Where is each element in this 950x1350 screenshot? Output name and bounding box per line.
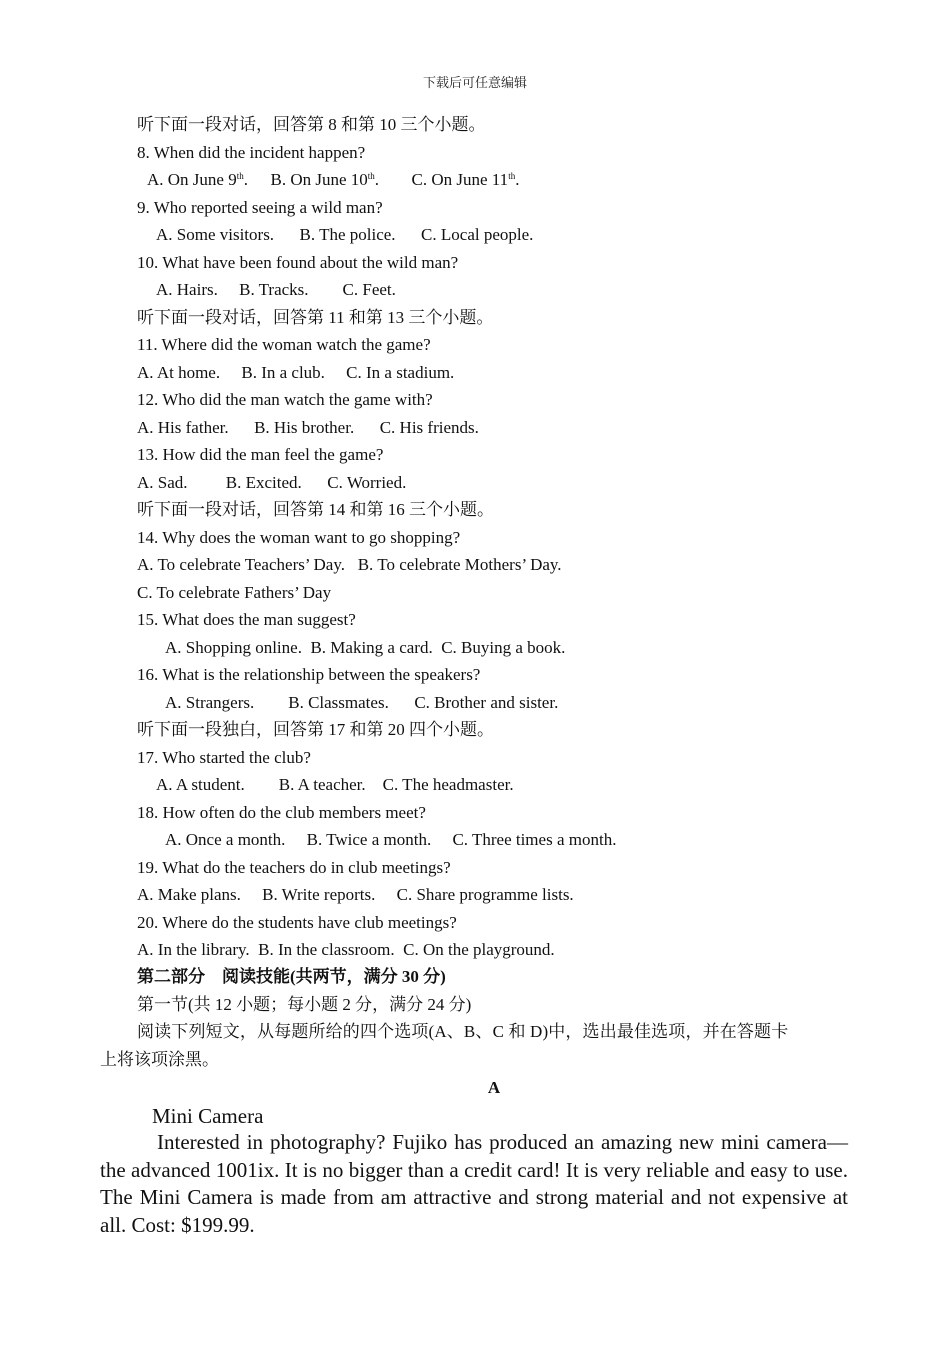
question-14-option-c: C. To celebrate Fathers’ Day: [137, 583, 332, 602]
question-9-options: A. Some visitors. B. The police. C. Local people.: [156, 225, 534, 244]
question-11: 11. Where did the woman watch the game?: [137, 335, 431, 354]
question-20: 20. Where do the students have club meetings?: [137, 913, 457, 932]
question-10-options: A. Hairs. B. Tracks. C. Feet.: [156, 280, 396, 299]
question-13-options: A. Sad. B. Excited. C. Worried.: [137, 473, 407, 492]
section-instruction: 听下面一段独白，回答第 17 和第 20 四个小题。: [137, 720, 494, 739]
question-18: 18. How often do the club members meet?: [137, 803, 426, 822]
question-14-options: A. To celebrate Teachers’ Day. B. To celebrate Mothers’ Day.: [137, 555, 562, 574]
section-one-heading: 第一节(共 12 小题；每小题 2 分，满分 24 分): [137, 995, 472, 1014]
option-b: B. On June 10th.: [270, 170, 380, 189]
passage-label: A: [487, 1078, 501, 1097]
question-14: 14. Why does the woman want to go shopping?: [137, 528, 461, 547]
passage-body: Interested in photography? Fujiko has produced an amazing new mini camera—the advanced 1001ix. It is no bigger than a credit card! It is very reliable and easy to use. The Mini Camera is made from am attractive and strong material and not expensive at all. Cost: $199.99.: [100, 1130, 848, 1237]
section-instruction: 听下面一段对话，回答第 14 和第 16 三个小题。: [137, 500, 494, 519]
question-12: 12. Who did the man watch the game with?: [137, 390, 433, 409]
section-instruction: 听下面一段对话，回答第 11 和第 13 三个小题。: [137, 308, 494, 327]
question-18-options: A. Once a month. B. Twice a month. C. Three times a month.: [165, 830, 617, 849]
question-12-options: A. His father. B. His brother. C. His friends.: [137, 418, 479, 437]
question-19-options: A. Make plans. B. Write reports. C. Share programme lists.: [137, 885, 574, 904]
question-17-options: A. A student. B. A teacher. C. The headmaster.: [156, 775, 514, 794]
option-a: A. On June 9th.: [147, 170, 248, 189]
question-17: 17. Who started the club?: [137, 748, 311, 767]
question-16-options: A. Strangers. B. Classmates. C. Brother and sister.: [165, 693, 559, 712]
question-10: 10. What have been found about the wild man?: [137, 253, 459, 272]
question-15-options: A. Shopping online. B. Making a card. C. Buying a book.: [165, 638, 566, 657]
passage-title: Mini Camera: [152, 1104, 264, 1128]
question-20-options: A. In the library. B. In the classroom. C. On the playground.: [137, 940, 555, 959]
reading-instruction-cont: 上将该项涂黑。: [100, 1050, 219, 1069]
question-8: 8. When did the incident happen?: [137, 143, 366, 162]
page-header: 下载后可任意编辑: [422, 75, 527, 90]
part-two-heading: 第二部分 阅读技能(共两节，满分 30 分): [137, 967, 446, 986]
question-8-options: [147, 170, 519, 190]
reading-instruction: 阅读下列短文，从每题所给的四个选项(A、B、C 和 D)中，选出最佳选项，并在答题卡: [137, 1022, 789, 1041]
section-instruction: 听下面一段对话，回答第 8 和第 10 三个小题。: [137, 115, 486, 134]
question-9: 9. Who reported seeing a wild man?: [137, 198, 383, 217]
question-19: 19. What do the teachers do in club meetings?: [137, 858, 451, 877]
question-15: 15. What does the man suggest?: [137, 610, 356, 629]
option-c: C. On June 11th.: [411, 170, 520, 189]
question-11-options: A. At home. B. In a club. C. In a stadium.: [137, 363, 455, 382]
question-13: 13. How did the man feel the game?: [137, 445, 384, 464]
question-16: 16. What is the relationship between the speakers?: [137, 665, 481, 684]
